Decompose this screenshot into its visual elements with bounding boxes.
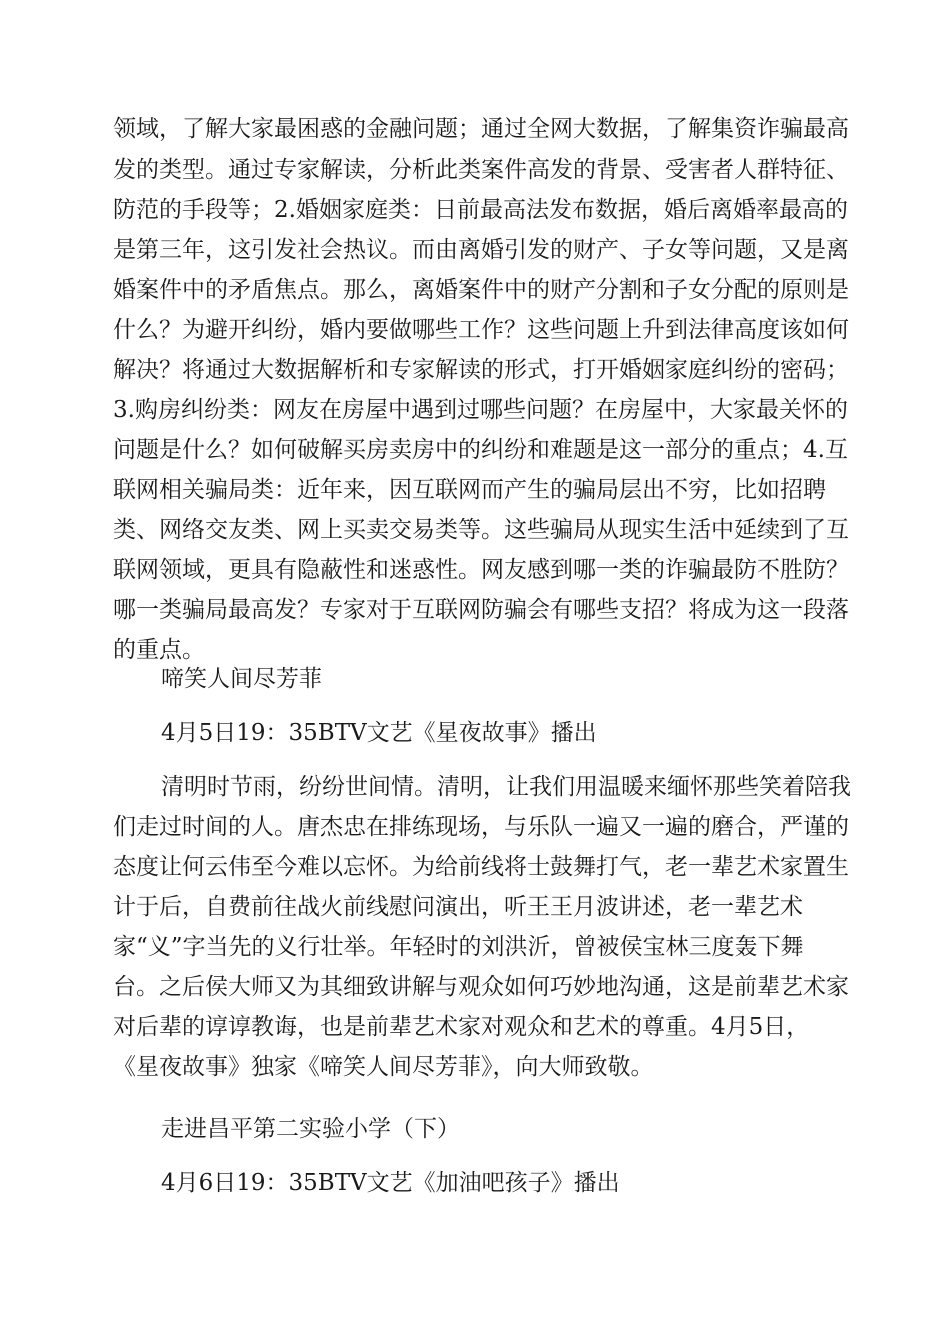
- text-line: 联网领域，更具有隐蔽性和迷惑性。网友感到哪一类的诈骗最防不胜防？: [113, 557, 849, 583]
- text-line: 们走过时间的人。唐杰忠在排练现场，与乐队一遍又一遍的磨合，严谨的: [113, 814, 849, 840]
- text-line: 联网相关骗局类：近年来，因互联网而产生的骗局层出不穷，比如招聘: [113, 477, 826, 503]
- text-line: 婚案件中的矛盾焦点。那么，离婚案件中的财产分割和子女分配的原则是: [113, 277, 849, 303]
- text-line: 的重点。: [113, 637, 205, 663]
- text-line: 台。之后侯大师又为其细致讲解与观众如何巧妙地沟通，这是前辈艺术家: [113, 974, 849, 1000]
- text-line: 计于后，自费前往战火前线慰问演出，听王王月波讲述，老一辈艺术: [113, 894, 803, 920]
- text-line: 领域，了解大家最困惑的金融问题；通过全网大数据，了解集资诈骗最高: [113, 116, 849, 142]
- text-line: 解决？将通过大数据解析和专家解读的形式，打开婚姻家庭纠纷的密码；: [113, 357, 849, 383]
- text-line: 3.购房纠纷类：网友在房屋中遇到过哪些问题？在房屋中，大家最关怀的: [113, 397, 848, 423]
- text-line: 问题是什么？如何破解买房卖房中的纠纷和难题是这一部分的重点；4.互: [113, 437, 848, 463]
- text-line: 防范的手段等；2.婚姻家庭类：日前最高法发布数据，婚后离婚率最高的: [113, 197, 848, 223]
- text-line: 类、网络交友类、网上买卖交易类等。这些骗局从现实生活中延续到了互: [113, 517, 849, 543]
- text-line: 发的类型。通过专家解读，分析此类案件高发的背景、受害者人群特征、: [113, 157, 849, 183]
- section-heading-changping: 走进昌平第二实验小学（下）: [161, 1116, 460, 1142]
- text-line: 哪一类骗局最高发？专家对于互联网防骗会有哪些支招？将成为这一段落: [113, 597, 849, 623]
- text-line: 清明时节雨，纷纷世间情。清明，让我们用温暖来缅怀那些笑着陪我: [161, 774, 851, 800]
- text-line: 家“义”字当先的义行壮举。年轻时的刘洪沂，曾被侯宝林三度轰下舞: [113, 934, 804, 960]
- text-line: 什么？为避开纠纷，婚内要做哪些工作？这些问题上升到法律高度该如何: [113, 317, 849, 343]
- text-line: 《星夜故事》独家《啼笑人间尽芳菲》，向大师致敬。: [113, 1054, 654, 1080]
- text-line: 态度让何云伟至今难以忘怀。为给前线将士鼓舞打气，老一辈艺术家置生: [113, 854, 849, 880]
- broadcast-info-xingye: 4月5日19：35BTV文艺《星夜故事》播出: [161, 720, 597, 746]
- broadcast-info-jiayou: 4月6日19：35BTV文艺《加油吧孩子》播出: [161, 1170, 620, 1196]
- text-line: 是第三年，这引发社会热议。而由离婚引发的财产、子女等问题，又是离: [113, 237, 849, 263]
- section-heading-tixiao: 啼笑人间尽芳菲: [161, 666, 322, 692]
- text-line: 对后辈的谆谆教诲，也是前辈艺术家对观众和艺术的尊重。4月5日，: [113, 1014, 810, 1040]
